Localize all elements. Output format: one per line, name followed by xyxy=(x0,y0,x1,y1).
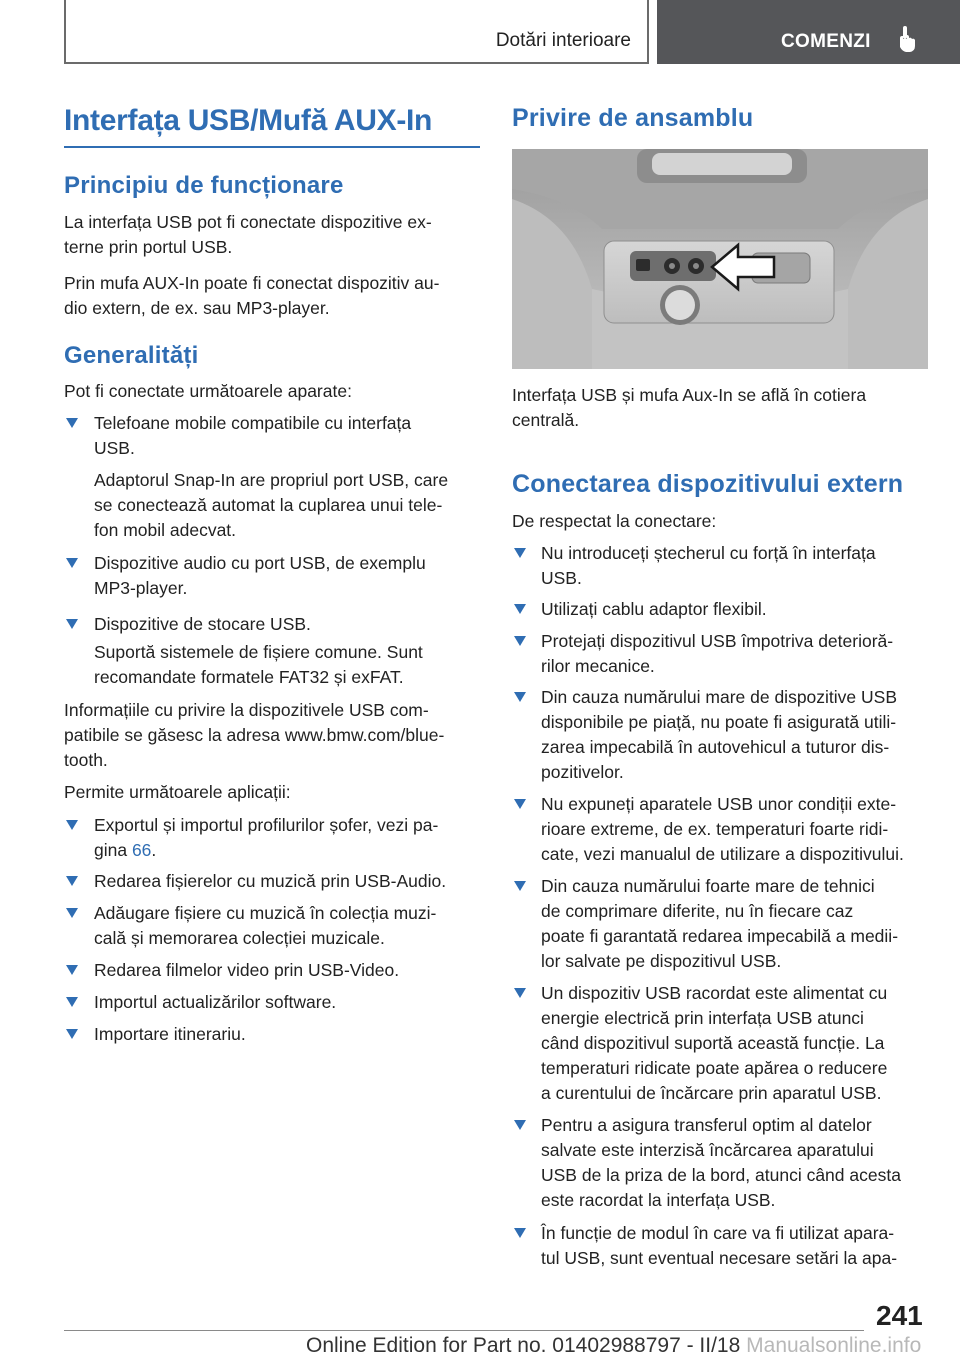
list-item: Nu expuneți aparatele USB unor condiții exte‐ rioare extreme, de ex. temperaturi foarte ridi‐ cate, vezi manualul de utilizare a dispozitivului. xyxy=(541,794,904,864)
bullet-icon xyxy=(66,876,78,886)
bullet-icon xyxy=(66,1029,78,1039)
list-item-note: Suportă sistemele de fișiere comune. Sunt recomandate formatele FAT32 și exFAT. xyxy=(94,642,423,687)
bullet-icon xyxy=(514,548,526,558)
header-chapter-label: COMENZI xyxy=(781,31,871,52)
bullet-icon xyxy=(66,418,78,428)
list-item: Redarea filmelor video prin USB-Video. xyxy=(94,960,400,980)
bullet-icon xyxy=(514,1228,526,1238)
list-item: Dispozitive de stocare USB. xyxy=(94,614,311,634)
list-item: Redarea fișierelor cu muzică prin USB-Audio. xyxy=(94,871,447,891)
list-item: Telefoane mobile compatibile cu interfața USB. xyxy=(94,413,412,458)
heading-principiu: Principiu de funcționare xyxy=(64,172,344,199)
list-item: Importul actualizărilor software. xyxy=(94,992,337,1012)
photo-caption: Interfața USB și mufa Aux-In se află în cotiera centrală. xyxy=(512,385,867,430)
list-item: Exportul și importul profilurilor șofer, vezi pa‐ gina 66. xyxy=(94,815,439,860)
list-item: În funcție de modul în care va fi utilizat apara‐ tul USB, sunt eventual necesare setări la apa‐ xyxy=(541,1223,898,1268)
list-item: Adăugare fișiere cu muzică în colecția muzi‐ cală și memorarea colecției muzicale. xyxy=(94,903,437,948)
list-item: Protejați dispozitivul USB împotriva deterioră‐ rilor mecanice. xyxy=(541,631,894,676)
footer-divider xyxy=(64,1330,864,1331)
bullet-icon xyxy=(66,965,78,975)
list-item: Un dispozitiv USB racordat este alimentat cu energie electrică prin interfața USB atunci când dispozitivul suportă această funcție. La temperaturi ridicate poate apărea o reducere a curentului de încărcare prin aparatul USB. xyxy=(541,983,888,1103)
list-item: Dispozitive audio cu port USB, de exemplu MP3-player. xyxy=(94,553,426,598)
footer-edition: Online Edition for Part no. 01402988797 - II/18 Manualsonline.info xyxy=(306,1334,922,1357)
list-item-note: Adaptorul Snap-In are propriul port USB, care se conectează automat la cuplarea unui tele‐ fon mobil adecvat. xyxy=(94,470,449,540)
header-section-box xyxy=(64,0,649,64)
bullet-icon xyxy=(66,558,78,568)
hand-pointer-icon xyxy=(897,26,919,52)
paragraph-apps-intro: Permite următoarele aplicații: xyxy=(64,782,291,802)
page-link[interactable]: 66 xyxy=(131,840,152,860)
paragraph-principiu-2: Prin mufa AUX-In poate fi conectat dispozitiv au‐ dio extern, de ex. sau MP3-player. xyxy=(64,273,440,318)
list-item: Din cauza numărului mare de dispozitive USB disponibile pe piață, nu poate fi asigurată utili‐ zarea impecabilă în autovehicul a tuturor dis‐ pozitivelor. xyxy=(541,687,897,782)
generalitati-intro: Pot fi conectate următoarele aparate: xyxy=(64,381,352,401)
list-item: Utilizați cablu adaptor flexibil. xyxy=(541,599,767,619)
conectare-intro: De respectat la conectare: xyxy=(512,511,717,531)
bullet-icon xyxy=(66,997,78,1007)
bullet-icon xyxy=(514,692,526,702)
bullet-icon xyxy=(514,799,526,809)
page-number: 241 xyxy=(876,1300,923,1331)
title-divider xyxy=(64,146,480,148)
heading-conectare: Conectarea dispozitivului extern xyxy=(512,470,904,498)
bullet-icon xyxy=(514,881,526,891)
list-item: Nu introduceți ștecherul cu forță în interfața USB. xyxy=(541,543,876,588)
bullet-icon xyxy=(514,1120,526,1130)
bullet-icon xyxy=(514,988,526,998)
bullet-icon xyxy=(66,619,78,629)
page-title: Interfața USB/Mufă AUX-In xyxy=(64,104,433,137)
list-item: Pentru a asigura transferul optim al datelor salvate este interzisă încărcarea aparatului USB de la priza de la bord, atunci când acesta este racordat la interfața USB. xyxy=(541,1115,901,1210)
heading-privire: Privire de ansamblu xyxy=(512,104,754,132)
bullet-icon xyxy=(66,908,78,918)
bullet-icon xyxy=(514,604,526,614)
list-item: Din cauza numărului foarte mare de tehnici de comprimare diferite, nu în fiecare caz poate fi garantată redarea impecabilă a medii‐ lor salvate pe dispozitivul USB. xyxy=(541,876,899,971)
armrest-usb-photo xyxy=(512,149,928,369)
watermark: Manualsonline.info xyxy=(746,1334,922,1357)
header-chapter-tab xyxy=(657,0,960,64)
paragraph-principiu-1: La interfața USB pot fi conectate dispozitive ex‐ terne prin portul USB. xyxy=(64,212,432,257)
header-section-label: Dotări interioare xyxy=(495,30,631,51)
bullet-icon xyxy=(514,636,526,646)
heading-generalitati: Generalități xyxy=(64,342,199,369)
paragraph-info: Informațiile cu privire la dispozitivele USB com‐ patibile se găsesc la adresa www.bmw.com/blue‐ tooth. xyxy=(64,700,445,770)
bullet-icon xyxy=(66,820,78,830)
list-item: Importare itinerariu. xyxy=(94,1024,246,1044)
